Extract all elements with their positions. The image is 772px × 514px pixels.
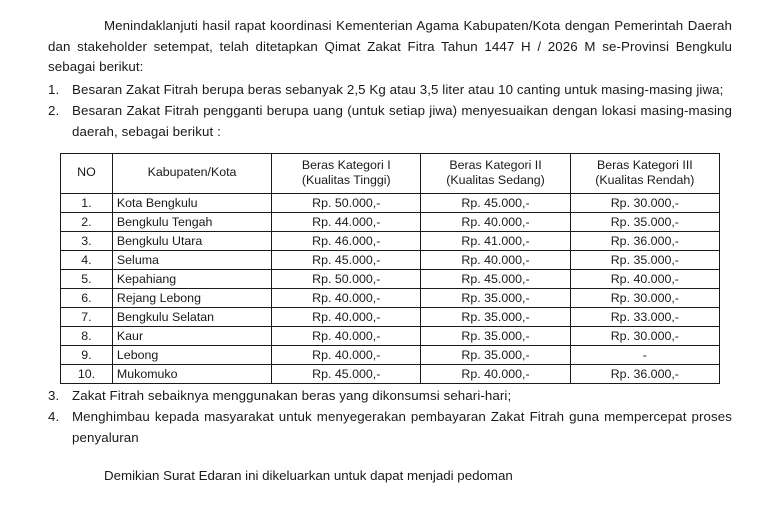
- zakat-table: [60, 153, 720, 384]
- cell-kategori-1: Rp. 50.000,-: [272, 193, 421, 212]
- cell-kabupaten: Seluma: [112, 250, 271, 269]
- cell-kategori-3: Rp. 30.000,-: [570, 288, 719, 307]
- cell-kategori-2: Rp. 35.000,-: [421, 345, 570, 364]
- cell-kabupaten: Bengkulu Tengah: [112, 212, 271, 231]
- cell-kategori-2: Rp. 35.000,-: [421, 326, 570, 345]
- cell-kabupaten: Bengkulu Selatan: [112, 307, 271, 326]
- numbered-list-top: [48, 80, 732, 143]
- table-body: [61, 193, 720, 383]
- cell-kabupaten: Bengkulu Utara: [112, 231, 271, 250]
- table-header: [61, 153, 720, 193]
- list-item-text: Besaran Zakat Fitrah pengganti berupa uang (untuk setiap jiwa) menyesuaikan dengan lokasi masing-masing daerah, sebagai berikut :: [72, 103, 732, 140]
- cell-kategori-3: Rp. 30.000,-: [570, 326, 719, 345]
- intro-paragraph: [48, 16, 732, 78]
- cell-kategori-1: Rp. 46.000,-: [272, 231, 421, 250]
- table-row: [61, 269, 720, 288]
- cell-kategori-1: Rp. 40.000,-: [272, 326, 421, 345]
- list-item-marker: 1.: [48, 81, 60, 97]
- cell-kategori-1: Rp. 44.000,-: [272, 212, 421, 231]
- cell-kategori-2: Rp. 45.000,-: [421, 193, 570, 212]
- table-row: [61, 231, 720, 250]
- cell-no: 4.: [61, 250, 113, 269]
- cell-kategori-2: Rp. 35.000,-: [421, 307, 570, 326]
- list-item-marker: 2.: [48, 103, 60, 119]
- cell-kategori-3: Rp. 35.000,-: [570, 250, 719, 269]
- table-row: [61, 193, 720, 212]
- cell-no: 7.: [61, 307, 113, 326]
- cell-no: 6.: [61, 288, 113, 307]
- cell-no: 10.: [61, 364, 113, 383]
- cell-kategori-3: Rp. 30.000,-: [570, 193, 719, 212]
- table-row: [61, 288, 720, 307]
- cell-kabupaten: Lebong: [112, 345, 271, 364]
- cell-no: 3.: [61, 231, 113, 250]
- cell-kategori-2: Rp. 40.000,-: [421, 364, 570, 383]
- cell-kabupaten: Rejang Lebong: [112, 288, 271, 307]
- closing-paragraph-text: Demikian Surat Edaran ini dikeluarkan untuk dapat menjadi pedoman: [104, 468, 513, 484]
- table-header-row: [61, 153, 720, 193]
- list-item-marker: 3.: [48, 387, 60, 403]
- column-header-kategori-1: Beras Kategori I (Kualitas Tinggi): [272, 153, 421, 193]
- column-header-kategori-2: Beras Kategori II (Kualitas Sedang): [421, 153, 570, 193]
- table-row: [61, 326, 720, 345]
- cell-kabupaten: Kaur: [112, 326, 271, 345]
- cell-no: 8.: [61, 326, 113, 345]
- list-item: [48, 407, 732, 448]
- cell-kategori-2: Rp. 35.000,-: [421, 288, 570, 307]
- list-item-marker: 4.: [48, 409, 60, 425]
- cell-kategori-1: Rp. 50.000,-: [272, 269, 421, 288]
- table-row: [61, 212, 720, 231]
- column-header-kabupaten: Kabupaten/Kota: [112, 153, 271, 193]
- list-item: [48, 101, 732, 142]
- column-header-kategori-3: Beras Kategori III (Kualitas Rendah): [570, 153, 719, 193]
- cell-kategori-3: Rp. 40.000,-: [570, 269, 719, 288]
- cell-no: 9.: [61, 345, 113, 364]
- numbered-list-bottom: [48, 386, 732, 449]
- cell-no: 1.: [61, 193, 113, 212]
- cell-kategori-1: Rp. 40.000,-: [272, 307, 421, 326]
- table-row: [61, 364, 720, 383]
- list-item: [48, 386, 732, 407]
- cell-kabupaten: Kepahiang: [112, 269, 271, 288]
- cell-kategori-2: Rp. 41.000,-: [421, 231, 570, 250]
- cell-kabupaten: Mukomuko: [112, 364, 271, 383]
- closing-paragraph: [48, 466, 732, 487]
- cell-kabupaten: Kota Bengkulu: [112, 193, 271, 212]
- cell-kategori-3: -: [570, 345, 719, 364]
- cell-kategori-3: Rp. 33.000,-: [570, 307, 719, 326]
- cell-kategori-2: Rp. 40.000,-: [421, 212, 570, 231]
- table-row: [61, 307, 720, 326]
- table-row: [61, 345, 720, 364]
- cell-kategori-2: Rp. 45.000,-: [421, 269, 570, 288]
- cell-kategori-1: Rp. 40.000,-: [272, 345, 421, 364]
- cell-kategori-3: Rp. 36.000,-: [570, 364, 719, 383]
- list-item: [48, 80, 732, 101]
- list-item-text: Besaran Zakat Fitrah berupa beras sebanyak 2,5 Kg atau 3,5 liter atau 10 canting untuk masing-masing jiwa;: [72, 81, 724, 97]
- cell-no: 5.: [61, 269, 113, 288]
- intro-paragraph-text: Menindaklanjuti hasil rapat koordinasi Kementerian Agama Kabupaten/Kota dengan Pemerintah Daerah dan stakeholder setempat, telah ditetapkan Qimat Zakat Fitra Tahun 1447 H / 2026 M se-Provinsi Bengkulu sebagai berikut:: [48, 18, 732, 75]
- cell-kategori-1: Rp. 40.000,-: [272, 288, 421, 307]
- cell-kategori-1: Rp. 45.000,-: [272, 364, 421, 383]
- cell-no: 2.: [61, 212, 113, 231]
- cell-kategori-1: Rp. 45.000,-: [272, 250, 421, 269]
- cell-kategori-2: Rp. 40.000,-: [421, 250, 570, 269]
- cell-kategori-3: Rp. 36.000,-: [570, 231, 719, 250]
- table-row: [61, 250, 720, 269]
- list-item-text: Zakat Fitrah sebaiknya menggunakan beras yang dikonsumsi sehari-hari;: [72, 387, 512, 403]
- list-item-text: Menghimbau kepada masyarakat untuk menyegerakan pembayaran Zakat Fitrah guna mempercepat proses penyaluran: [72, 409, 732, 445]
- column-header-no: NO: [61, 153, 113, 193]
- cell-kategori-3: Rp. 35.000,-: [570, 212, 719, 231]
